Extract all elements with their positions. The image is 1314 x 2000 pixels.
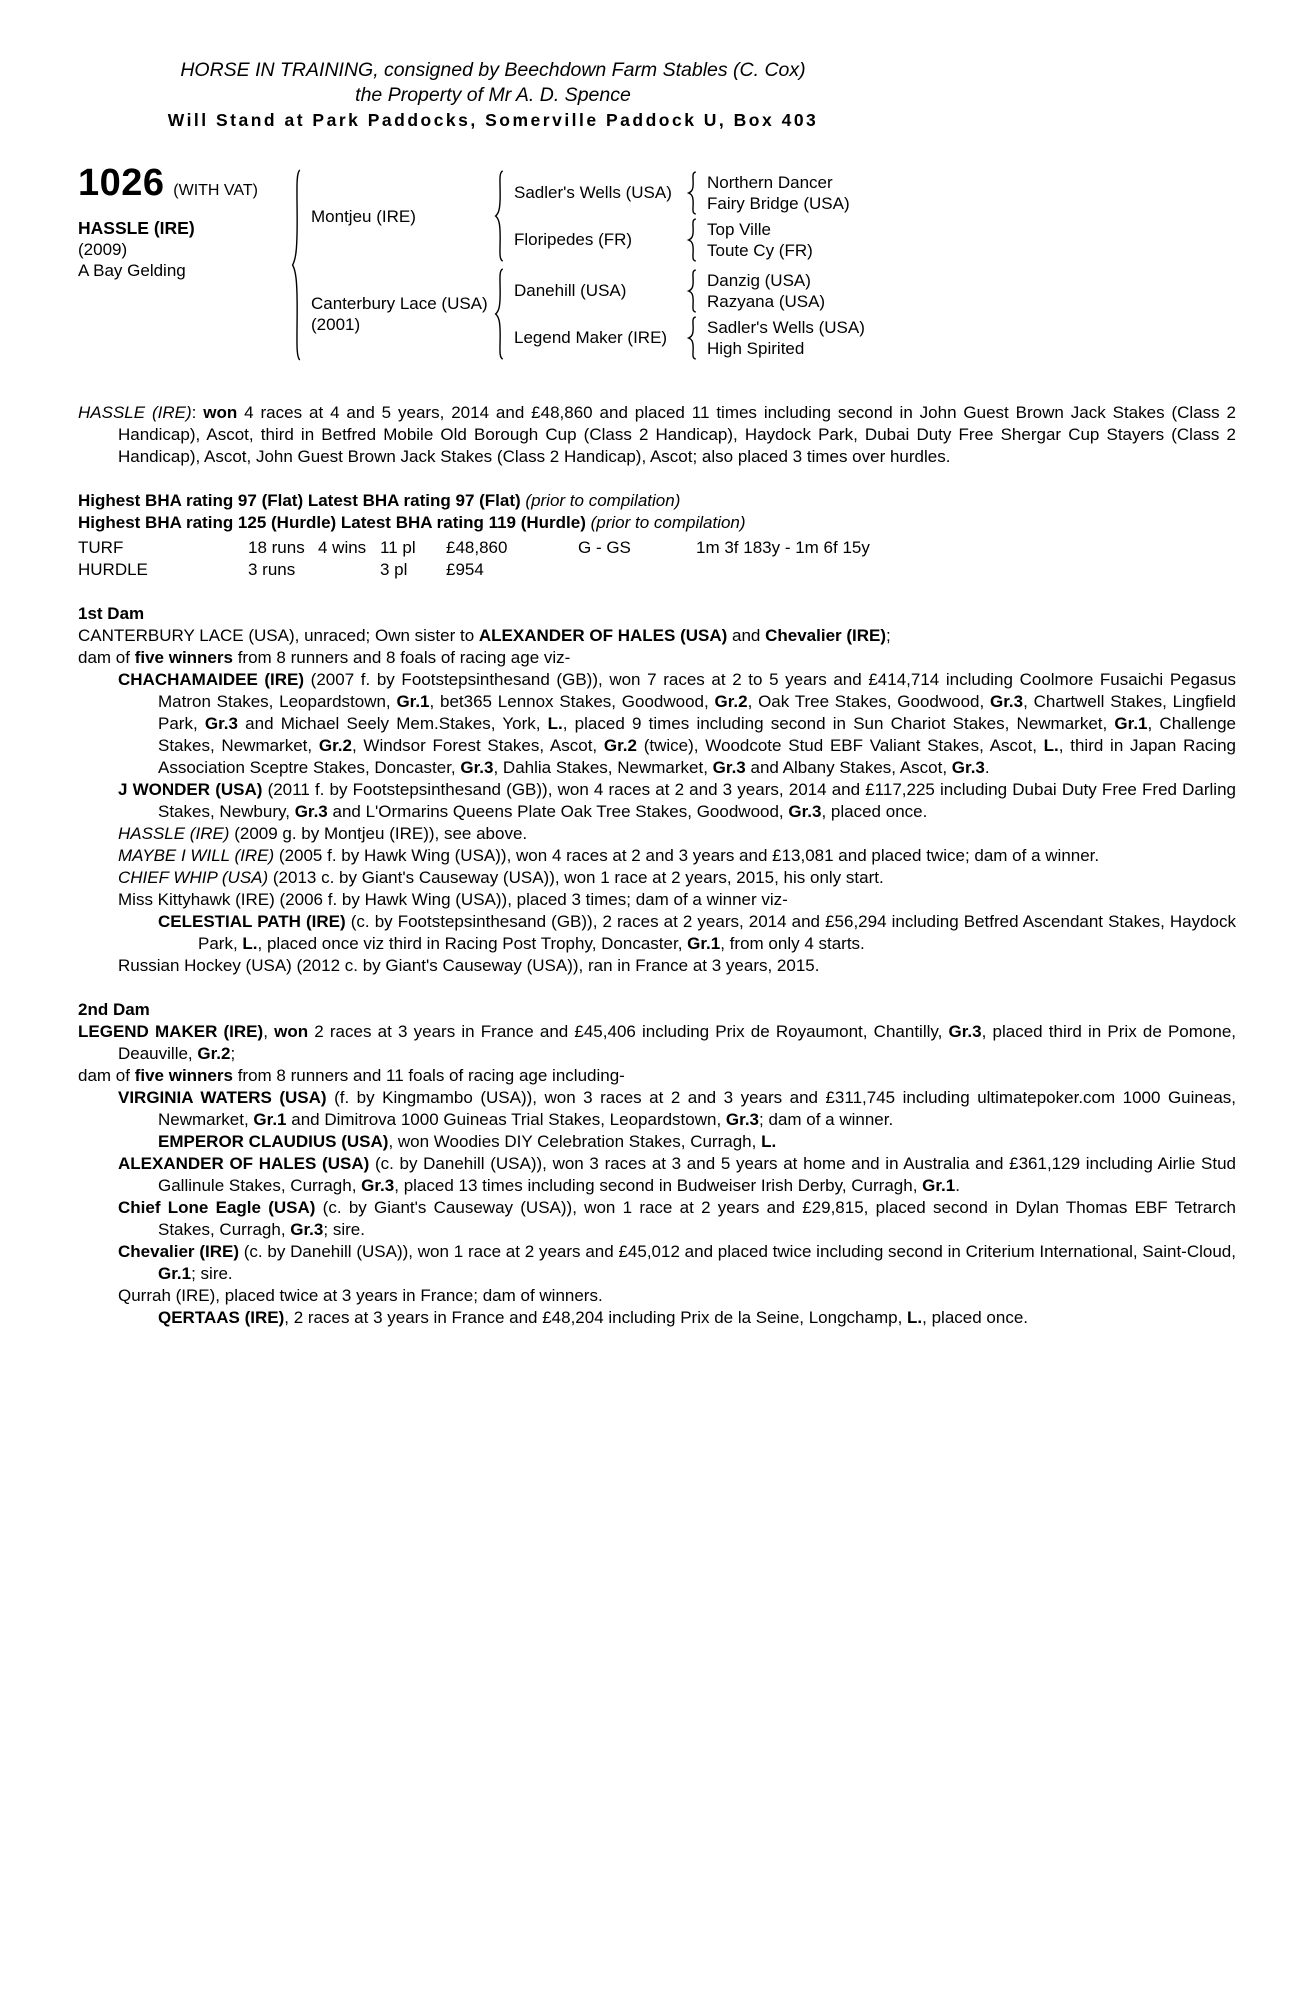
progeny-paragraph: Russian Hockey (USA) (2012 c. by Giant's Causeway (USA)), ran in France at 3 years, 2015.	[118, 956, 820, 975]
progeny-paragraph: Chief Lone Eagle (USA) (c. by Giant's Causeway (USA)), won 1 race at 2 years and £29,815, placed second in Dylan Thomas EBF Tetrarch Stakes, Curragh, Gr.3; sire.	[118, 1198, 1236, 1239]
stats-going	[578, 559, 696, 581]
progeny-paragraph: ALEXANDER OF HALES (USA) (c. by Danehill (USA)), won 3 races at 3 and 5 years at home and in Australia and £361,129 including Airlie Stud Gallinule Stakes, Curragh, Gr.3, placed 13 times including second in Budweiser Irish Derby, Curragh, Gr.1.	[118, 1154, 1236, 1195]
maternal-grandsire: Danehill (USA)	[514, 281, 627, 300]
progeny-paragraph: CHIEF WHIP (USA) (2013 c. by Giant's Causeway (USA)), won 1 race at 2 years, 2015, his only start.	[118, 868, 884, 887]
race-stats-table	[78, 537, 1236, 581]
progeny-paragraph: Qurrah (IRE), placed twice at 3 years in France; dam of winners.	[118, 1286, 603, 1305]
pedigree-block	[78, 162, 1236, 364]
stats-row-turf	[78, 537, 1236, 559]
first-dam-heading: 1st Dam	[78, 604, 145, 623]
horse-description: A Bay Gelding	[78, 261, 186, 280]
foaling-year: (2009)	[78, 240, 128, 259]
stats-earnings: £954	[446, 560, 484, 579]
brace-icon	[686, 316, 699, 360]
second-dam-heading: 2nd Dam	[78, 1000, 150, 1019]
dam-summary-paragraph: LEGEND MAKER (IRE), won 2 races at 3 years in France and £45,406 including Prix de Royaumont, Chantilly, Gr.3, placed third in Prix de Pomone, Deauville, Gr.2;	[78, 1022, 1237, 1063]
sire-branch	[311, 169, 865, 263]
stats-surface: HURDLE	[78, 560, 148, 579]
stats-wins	[318, 559, 380, 581]
stats-wins: 4 wins	[318, 538, 367, 557]
dam-produce-intro: dam of five winners from 8 runners and 8 foals of racing age viz-	[78, 648, 571, 667]
progeny-paragraph: HASSLE (IRE) (2009 g. by Montjeu (IRE)), see above.	[118, 824, 528, 843]
stats-row-hurdle	[78, 559, 1236, 581]
progeny-paragraph: CELESTIAL PATH (IRE) (c. by Footstepsinthesand (GB)), 2 races at 2 years, 2014 and £56,294 including Betfred Ascendant Stakes, Haydock Park, L., placed once viz third in Racing Post Trophy, Doncaster, Gr.1, from only 4 starts.	[158, 912, 1236, 953]
progeny-paragraph: Chevalier (IRE) (c. by Danehill (USA)), won 1 race at 2 years and £45,012 and placed twice including second in Criterium International, Saint-Cloud, Gr.1; sire.	[118, 1242, 1236, 1283]
brace-icon	[290, 166, 303, 364]
property-line: the Property of Mr A. D. Spence	[355, 84, 631, 106]
dam-name: Canterbury Lace (USA)	[311, 294, 488, 313]
progeny-paragraph: QERTAAS (IRE), 2 races at 3 years in France and £48,204 including Prix de la Seine, Longchamp, L., placed once.	[158, 1308, 1028, 1327]
great-grandparent: Toute Cy (FR)	[707, 240, 813, 260]
stats-earnings: £48,860	[446, 538, 508, 557]
stats-runs: 3 runs	[248, 560, 296, 579]
lot-number: 1026	[78, 162, 165, 204]
brace-icon	[493, 169, 506, 263]
great-grandparent: Danzig (USA)	[707, 270, 811, 290]
vat-note: (WITH VAT)	[173, 182, 258, 199]
progeny-paragraph: VIRGINIA WATERS (USA) (f. by Kingmambo (USA)), won 3 races at 2 and 3 years and £311,745 including ultimatepoker.com 1000 Guineas, Newmarket, Gr.1 and Dimitrova 1000 Guineas Trial Stakes, Leopardstown, Gr.3; dam of a winner.	[118, 1088, 1236, 1129]
stats-distance	[696, 559, 1236, 581]
paternal-granddam-branch	[514, 218, 850, 262]
great-grandparent: Fairy Bridge (USA)	[707, 193, 850, 213]
stats-runs: 18 runs	[248, 538, 305, 557]
pedigree-tree	[290, 166, 865, 364]
progeny-paragraph: EMPEROR CLAUDIUS (USA), won Woodies DIY Celebration Stakes, Curragh, L.	[158, 1132, 777, 1151]
sire-name: Montjeu (IRE)	[311, 206, 416, 226]
great-grandparent: Sadler's Wells (USA)	[707, 317, 865, 337]
paternal-grandsire: Sadler's Wells (USA)	[514, 183, 672, 202]
page-header	[78, 58, 908, 132]
lot-line	[78, 162, 290, 204]
race-record-paragraph: HASSLE (IRE): won 4 races at 4 and 5 years, 2014 and £48,860 and placed 11 times including second in John Guest Brown Jack Stakes (Class 2 Handicap), Ascot, third in Betfred Mobile Old Borough Cup (Class 2 Handicap), Haydock Park, Dubai Duty Free Shergar Cup Stayers (Class 2 Handicap), Ascot, John Guest Brown Jack Stakes (Class 2 Handicap), Ascot; also placed 3 times over hurdles.	[78, 403, 1236, 466]
horse-name: HASSLE (IRE)	[78, 218, 195, 238]
stats-surface: TURF	[78, 538, 124, 557]
dam-branch	[311, 267, 865, 361]
bha-rating-flat: Highest BHA rating 97 (Flat) Latest BHA rating 97 (Flat) (prior to compilation)	[78, 491, 681, 510]
great-grandparent: Razyana (USA)	[707, 291, 826, 311]
maternal-grandsire-branch	[514, 269, 865, 313]
brace-icon	[686, 269, 699, 313]
progeny-paragraph: J WONDER (USA) (2011 f. by Footstepsinthesand (GB)), won 4 races at 2 and 3 years, 2014 and £117,225 including Dubai Duty Free Fred Darling Stakes, Newbury, Gr.3 and L'Ormarins Queens Plate Oak Tree Stakes, Goodwood, Gr.3, placed once.	[118, 780, 1236, 821]
location-line: Will Stand at Park Paddocks, Somerville Paddock U, Box 403	[167, 110, 819, 130]
maternal-granddam-branch	[514, 316, 865, 360]
ratings-block	[78, 490, 1236, 534]
maternal-granddam: Legend Maker (IRE)	[514, 328, 668, 347]
bha-rating-hurdle: Highest BHA rating 125 (Hurdle) Latest BHA rating 119 (Hurdle) (prior to compilation)	[78, 513, 746, 532]
great-grandparent: High Spirited	[707, 338, 805, 358]
consignor-line: HORSE IN TRAINING, consigned by Beechdown Farm Stables (C. Cox)	[180, 59, 806, 81]
dam-summary-paragraph: CANTERBURY LACE (USA), unraced; Own sister to ALEXANDER OF HALES (USA) and Chevalier (IRE);	[78, 626, 891, 645]
progeny-paragraph: CHACHAMAIDEE (IRE) (2007 f. by Footstepsinthesand (GB)), won 7 races at 2 to 5 years and £414,714 including Coolmore Fusaichi Pegasus Matron Stakes, Leopardstown, Gr.1, bet365 Lennox Stakes, Goodwood, Gr.2, Oak Tree Stakes, Goodwood, Gr.3, Chartwell Stakes, Lingfield Park, Gr.3 and Michael Seely Mem.Stakes, York, L., placed 9 times including second in Sun Chariot Stakes, Newmarket, Gr.1, Challenge Stakes, Newmarket, Gr.2, Windsor Forest Stakes, Ascot, Gr.2 (twice), Woodcote Stud EBF Valiant Stakes, Ascot, L., third in Japan Racing Association Sceptre Stakes, Doncaster, Gr.3, Dahlia Stakes, Newmarket, Gr.3 and Albany Stakes, Ascot, Gr.3.	[118, 670, 1236, 777]
dam-produce-intro: dam of five winners from 8 runners and 11 foals of racing age including-	[78, 1066, 625, 1085]
stats-placed: 3 pl	[380, 560, 408, 579]
great-grandparent: Top Ville	[707, 219, 771, 239]
brace-icon	[686, 171, 699, 215]
brace-icon	[686, 218, 699, 262]
stats-going: G - GS	[578, 538, 631, 557]
dam-year: (2001)	[311, 315, 361, 334]
lot-info	[78, 162, 290, 281]
dam-name-block	[311, 293, 493, 335]
progeny-paragraph: MAYBE I WILL (IRE) (2005 f. by Hawk Wing (USA)), won 4 races at 2 and 3 years and £13,081 and placed twice; dam of a winner.	[118, 846, 1100, 865]
brace-icon	[493, 267, 506, 361]
stats-distance: 1m 3f 183y - 1m 6f 15y	[696, 538, 870, 557]
paternal-granddam: Floripedes (FR)	[514, 230, 633, 249]
paternal-grandsire-branch	[514, 171, 850, 215]
stats-placed: 11 pl	[380, 538, 416, 557]
progeny-paragraph: Miss Kittyhawk (IRE) (2006 f. by Hawk Wing (USA)), placed 3 times; dam of a winner viz-	[118, 890, 788, 909]
great-grandparent: Northern Dancer	[707, 172, 833, 192]
